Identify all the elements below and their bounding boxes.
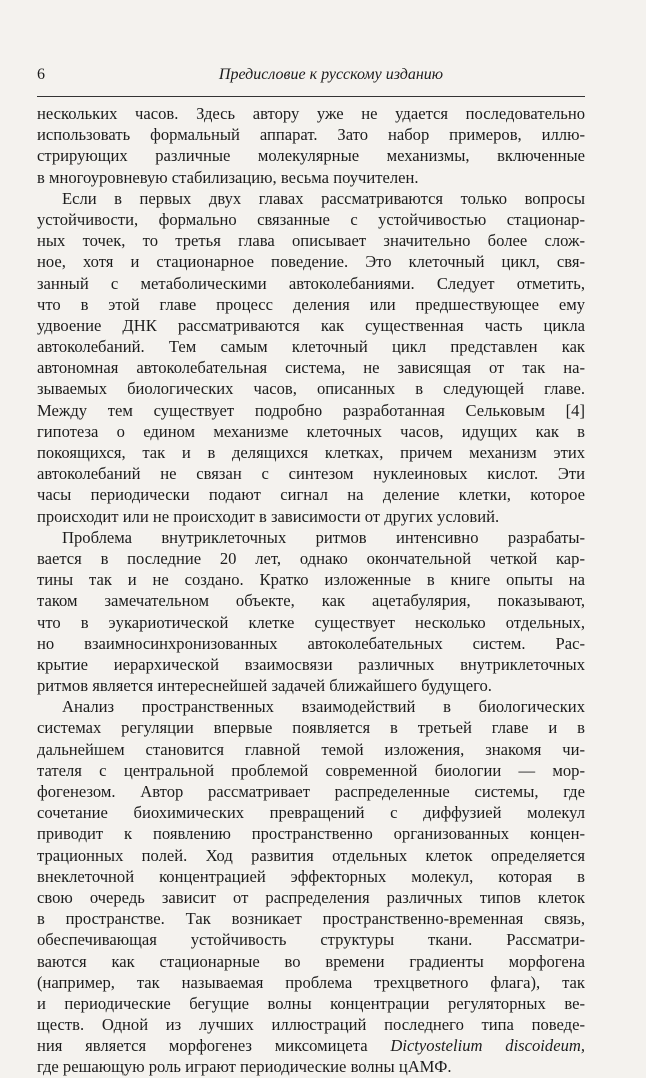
text-line-content: дальнейшем становится главной темой изложения, знакомя чи- xyxy=(37,739,585,759)
text-line-content: таком замечательном объекте, как ацетабулярия, показывают, xyxy=(37,591,585,611)
text-line xyxy=(37,887,585,908)
text-line xyxy=(37,294,585,315)
text-line-content: в многоуровневую стабилизацию, весьма поучителен. xyxy=(37,167,419,187)
text-line xyxy=(37,612,585,633)
text-line xyxy=(37,315,585,336)
text-line-content: автономная автоколебательная система, не зависящая от так на- xyxy=(37,358,585,378)
text-line xyxy=(37,908,585,929)
text-line xyxy=(37,717,585,738)
text-line-content: ных точек, то третья глава описывает значительно более слож- xyxy=(37,231,585,251)
text-line-content: внеклеточной концентрацией эффекторных молекул, которая в xyxy=(37,866,585,886)
text-line-content: использовать формальный аппарат. Зато набор примеров, иллю- xyxy=(37,125,585,145)
text-line-content: обеспечивающая устойчивость структуры ткани. Рассматри- xyxy=(37,930,585,950)
text-line-content: часы периодически подают сигнал на деление клетки, которое xyxy=(37,485,585,505)
text-line-content: тины так и не создано. Кратко изложенные в книге опыты на xyxy=(37,570,585,590)
text-line-content: автоколебаний. Тем самым клеточный цикл представлен как xyxy=(37,337,585,357)
text-line-content: нескольких часов. Здесь автору уже не удается последовательно xyxy=(37,104,585,123)
text-line-content: Если в первых двух главах рассматриваются только вопросы xyxy=(62,188,585,208)
text-line xyxy=(37,421,585,442)
text-line-content: ное, хотя и стационарное поведение. Это клеточный цикл, свя- xyxy=(37,252,585,272)
text-line xyxy=(37,569,585,590)
text-line xyxy=(37,1056,585,1077)
text-line xyxy=(37,124,585,145)
text-line-content: трационных полей. Ход развития отдельных клеток определяется xyxy=(37,845,585,865)
text-line-content: (например, так называемая проблема трехцветного флага), так xyxy=(37,972,585,992)
text-line xyxy=(37,993,585,1014)
text-line xyxy=(37,654,585,675)
text-line-content: свою очередь зависит от распределения различных типов клеток xyxy=(37,887,585,907)
text-line-content: сочетание биохимических превращений с диффузией молекул xyxy=(37,803,585,823)
text-line-content: ния является морфогенез миксомицета xyxy=(37,1036,368,1056)
text-line xyxy=(37,760,585,781)
text-line xyxy=(37,527,585,548)
running-title: Предисловие к русскому изданию xyxy=(218,66,444,83)
text-line xyxy=(37,506,585,527)
text-line xyxy=(37,209,585,230)
text-line-content: где решающую роль играют периодические волны цАМФ. xyxy=(37,1057,452,1077)
header-rule xyxy=(37,96,585,97)
text-line-content: и периодические бегущие волны концентрации регуляторных ве- xyxy=(37,993,585,1013)
text-line xyxy=(37,951,585,972)
text-line-content: тателя с центральной проблемой современной биологии — мор- xyxy=(37,760,585,780)
text-line xyxy=(37,633,585,654)
text-line xyxy=(37,590,585,611)
text-line-content: что в этой главе процесс деления или предшествующее ему xyxy=(37,294,585,314)
text-line-content: стрирующих различные молекулярные механизмы, включенные xyxy=(37,146,585,166)
text-line xyxy=(37,188,585,209)
text-line xyxy=(37,336,585,357)
text-line-content: системах регуляции впервые появляется в третьей главе и в xyxy=(37,718,585,738)
text-line xyxy=(37,1035,585,1056)
text-line-content: занный с метаболическими автоколебаниями. Следует отметить, xyxy=(37,273,585,293)
text-line-content: приводит к появлению пространственно организованных концен- xyxy=(37,824,585,844)
text-line xyxy=(37,442,585,463)
text-line xyxy=(37,802,585,823)
text-line xyxy=(37,378,585,399)
text-line-content: вается в последние 20 лет, однако окончательной четкой кар- xyxy=(37,548,585,568)
text-line-content: покоящихся, так и в делящихся клетках, причем механизм этих xyxy=(37,443,585,462)
text-line xyxy=(37,167,585,188)
text-line-content: гипотеза о едином механизме клеточных часов, идущих как в xyxy=(37,421,585,441)
text-line xyxy=(37,929,585,950)
text-line-content: зываемых биологических часов, описанных в следующей главе. xyxy=(37,379,585,399)
text-line xyxy=(37,739,585,760)
text-line xyxy=(37,484,585,505)
body-text xyxy=(37,103,585,1078)
text-line-content: Проблема внутриклеточных ритмов интенсивно разрабаты- xyxy=(62,527,585,547)
text-line-content: крытие иерархической взаимосвязи различных внутриклеточных xyxy=(37,654,585,674)
text-line-content: Анализ пространственных взаимодействий в биологических xyxy=(62,697,585,717)
text-line-content: автоколебаний не связан с синтезом нуклеиновых кислот. Эти xyxy=(37,464,585,484)
text-line-content: удвоение ДНК рассматриваются как существенная часть цикла xyxy=(37,315,585,335)
text-line-content: фогенезом. Автор рассматривает распределенные системы, где xyxy=(37,782,585,801)
text-line xyxy=(37,1014,585,1035)
text-line-content: Между тем существует подробно разработанная Сельковым [4] xyxy=(37,400,585,420)
page-header xyxy=(37,66,585,88)
text-line xyxy=(37,972,585,993)
text-line xyxy=(37,696,585,717)
page-number: 6 xyxy=(37,66,45,83)
text-line xyxy=(37,145,585,166)
italic-term: Dictyostelium discoideum, xyxy=(390,1036,585,1056)
text-line-content: ществ. Одной из лучших иллюстраций последнего типа поведе- xyxy=(37,1015,585,1035)
text-line-content: ваются как стационарные во времени градиенты морфогена xyxy=(37,951,585,971)
text-line-content: ритмов является интереснейшей задачей ближайшего будущего. xyxy=(37,676,492,696)
text-line xyxy=(37,781,585,802)
text-line-content: происходит или не происходит в зависимости от других условий. xyxy=(37,506,500,526)
text-line-content: что в эукариотической клетке существует несколько отдельных, xyxy=(37,612,585,632)
text-line xyxy=(37,251,585,272)
text-line xyxy=(37,823,585,844)
text-line xyxy=(37,357,585,378)
text-line-content: но взаимносинхронизованных автоколебательных систем. Рас- xyxy=(37,633,585,653)
text-line xyxy=(37,103,585,124)
text-line xyxy=(37,675,585,696)
text-line xyxy=(37,273,585,294)
text-line xyxy=(37,230,585,251)
text-line xyxy=(37,866,585,887)
text-line-content: устойчивости, формально связанные с устойчивостью стационар- xyxy=(37,209,585,229)
text-line xyxy=(37,845,585,866)
text-line xyxy=(37,400,585,421)
text-line-content: в пространстве. Так возникает пространственно-временная связь, xyxy=(37,909,585,929)
text-line xyxy=(37,463,585,484)
text-line xyxy=(37,548,585,569)
